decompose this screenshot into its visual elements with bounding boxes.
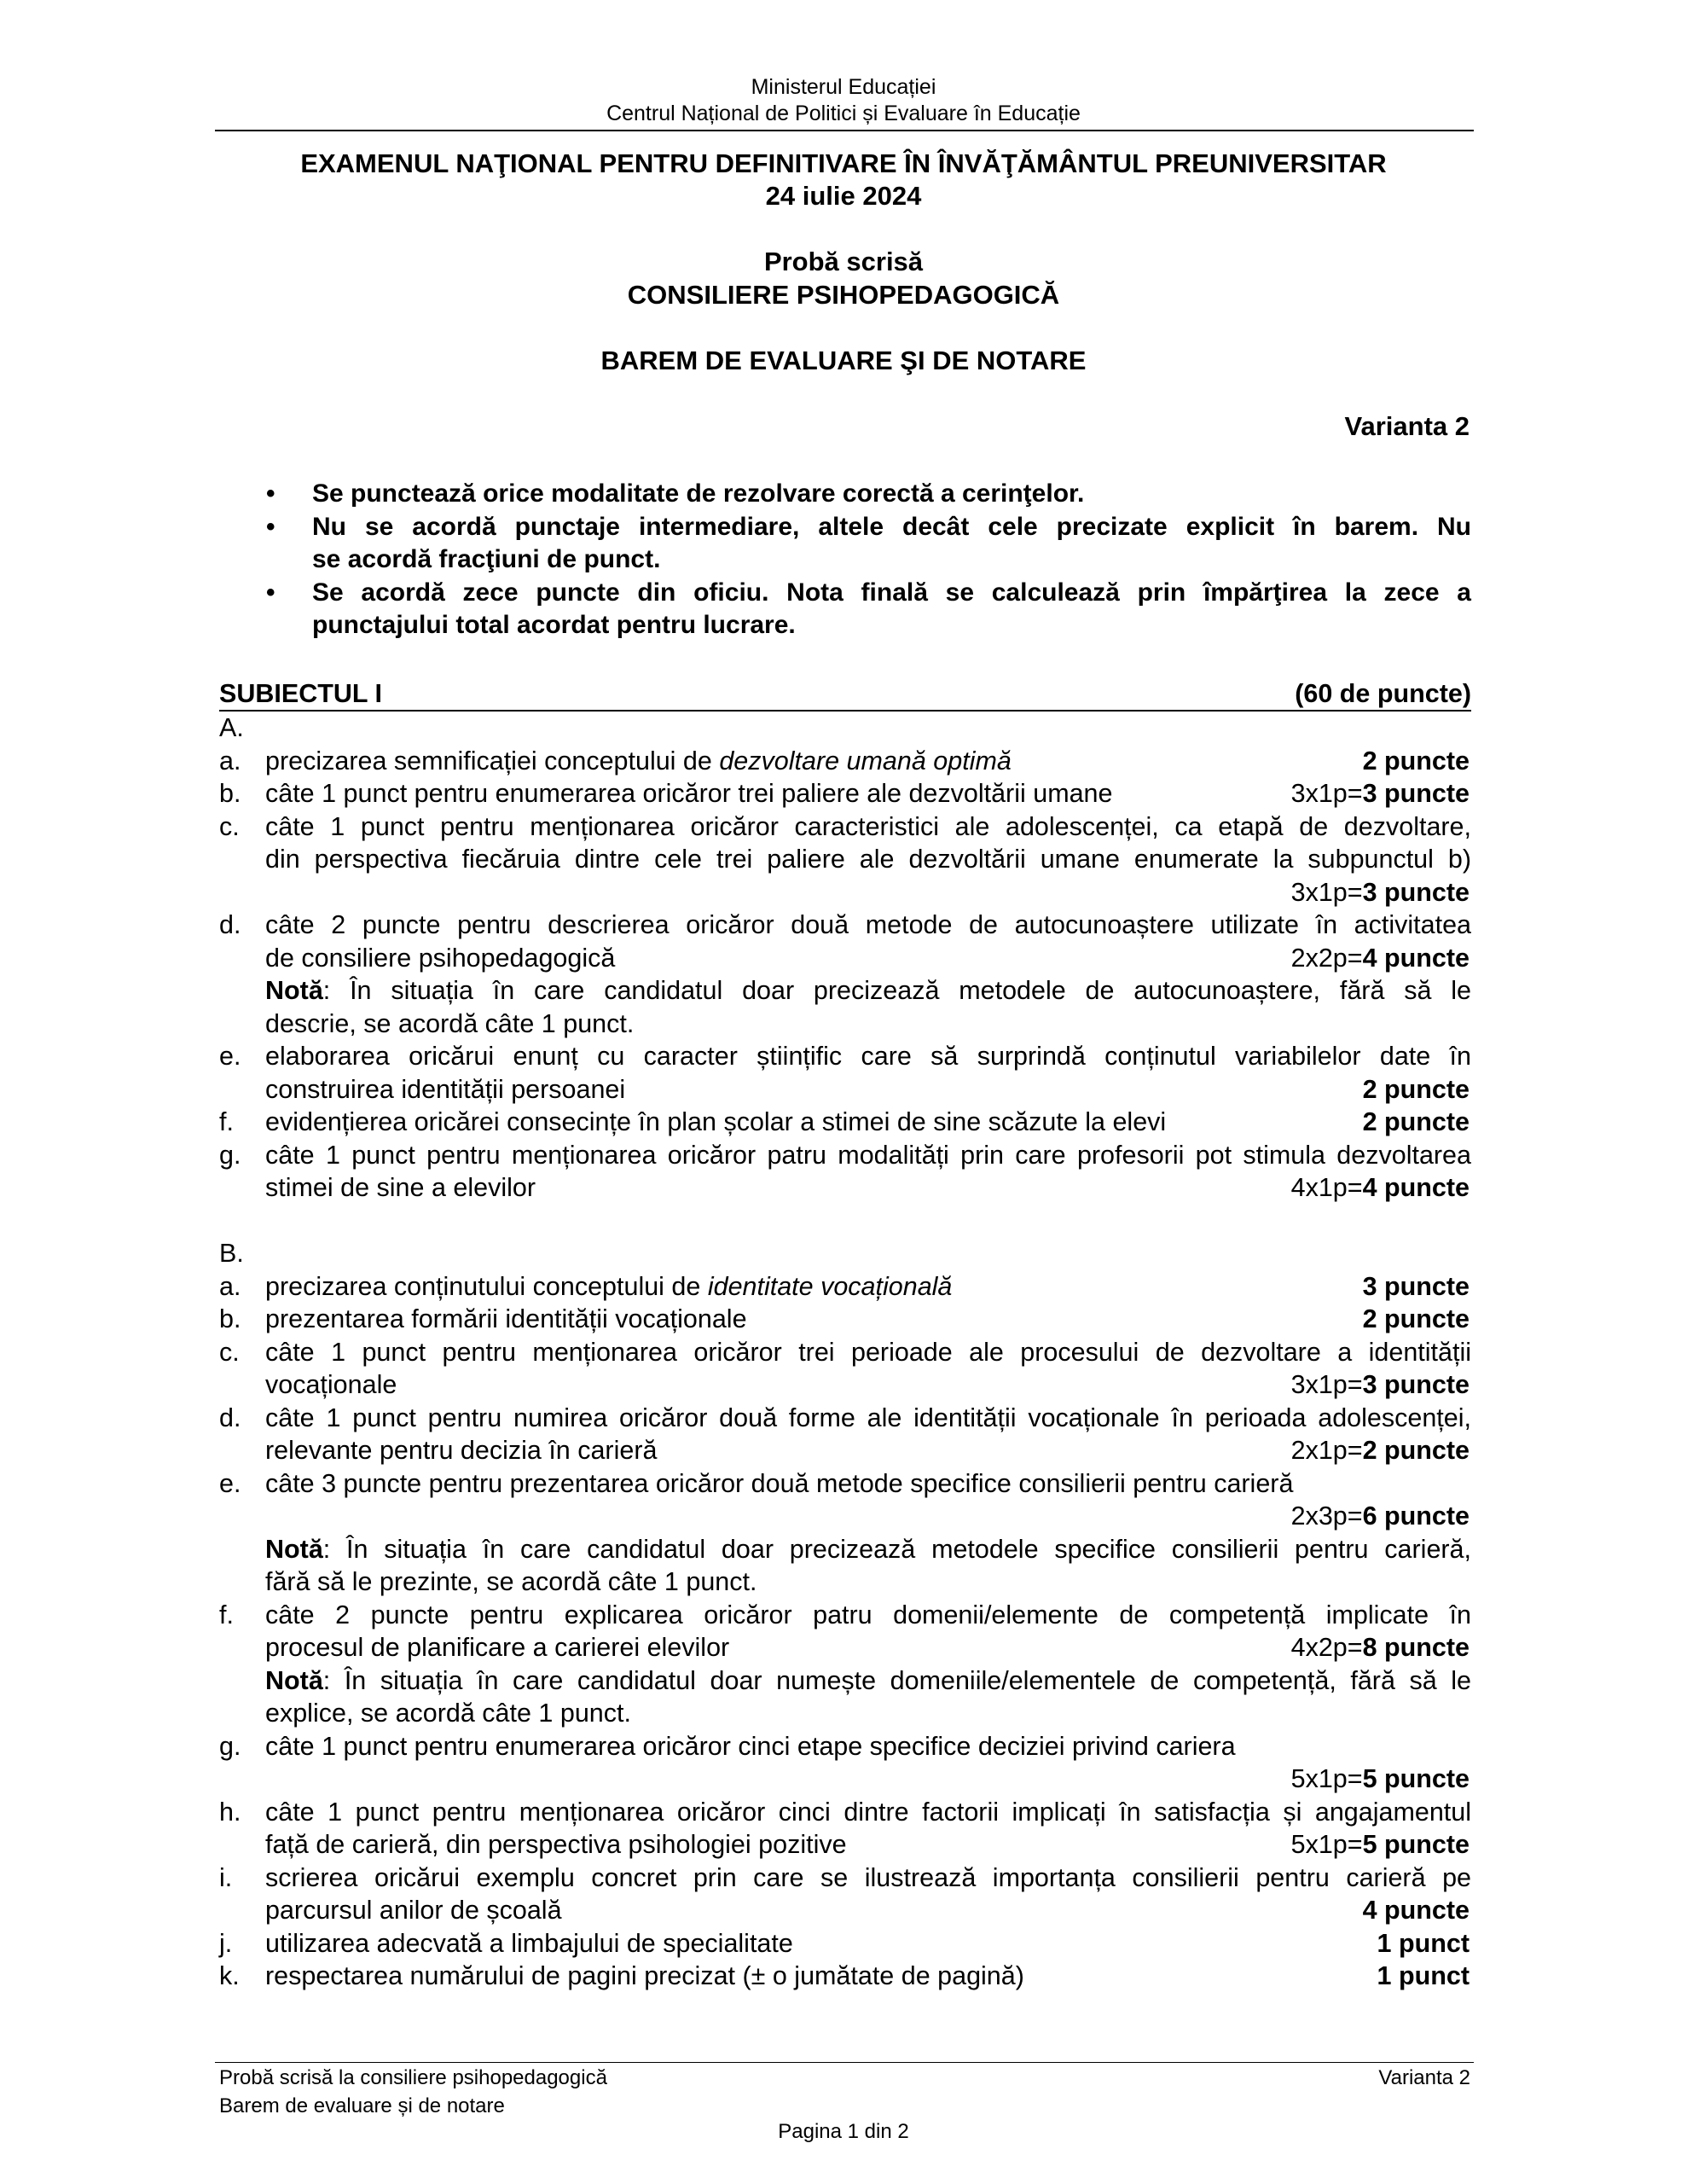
item-text-part: prezentarea formării identității vocaționale (265, 1304, 747, 1333)
section-label (219, 1237, 1471, 1270)
item-text (265, 909, 1471, 942)
list-item-line (219, 1073, 1471, 1107)
item-letter: g. (219, 1140, 241, 1170)
points-formula: 2x2p= (1290, 943, 1363, 973)
item-text-part: evidențierea oricărei consecințe în plan școlar a stimei de sine scăzute la elevi (265, 1107, 1167, 1136)
item-text-part: descrie, se acordă câte 1 punct. (265, 1008, 635, 1038)
page-number: Pagina 1 din 2 (778, 2120, 909, 2143)
rule-line: se acordă fracţiuni de punct. (312, 545, 661, 573)
item-points (1291, 777, 1470, 810)
points-total: 3 puncte (1362, 1370, 1470, 1399)
item-text (265, 1927, 1471, 1960)
list-item-line (219, 1862, 1471, 1895)
rule-item (219, 577, 1471, 642)
points-formula: 4x1p= (1290, 1173, 1363, 1202)
item-text-part: câte 2 puncte pentru descrierea oricăror două metode de autocunoaștere utilizate în activitatea (265, 910, 1471, 939)
item-text-part: câte 1 punct pentru menționarea oricăror caracteristici ale adolescenței, ca etapă de dezvoltare, (265, 811, 1471, 841)
item-points (1363, 1073, 1470, 1107)
item-text (265, 1960, 1471, 1993)
item-text-part: precizarea conținutului conceptului de (265, 1271, 708, 1301)
item-text-part: din perspectiva fiecăruia dintre cele trei paliere ale dezvoltării umane enumerate la subpunctul b) (265, 845, 1471, 874)
general-rules (219, 478, 1471, 642)
list-item-line (219, 1697, 1471, 1730)
item-text (265, 1862, 1471, 1895)
item-text-part: elaborarea oricărui enunț cu caracter științific care să surprindă conținutul variabilelor date în (265, 1042, 1471, 1071)
item-text-part: câte 1 punct pentru menționarea oricăror cinci dintre factorii implicați în satisfacția și angajamentul (265, 1797, 1471, 1827)
note-label: Notă (265, 1534, 323, 1564)
list-item-line (219, 1664, 1471, 1698)
subject-heading (219, 677, 1471, 712)
item-points (1291, 1434, 1470, 1467)
item-text-part: procesul de planificare a carierei elevilor (265, 1633, 730, 1662)
item-text-part: : În situația în care candidatul doar numește domeniile/elementele de competență, fără să le (322, 1665, 1471, 1695)
points-total: 1 punct (1377, 1928, 1470, 1958)
item-letter: k. (219, 1961, 240, 1990)
item-text-part: vocaționale (265, 1370, 397, 1399)
points-total: 2 puncte (1362, 1304, 1470, 1333)
item-letter: a. (219, 746, 241, 775)
points-formula: 3x1p= (1290, 877, 1363, 907)
list-item-line (219, 974, 1471, 1008)
item-text-part: câte 1 punct pentru menționarea oricăror patru modalități prin care profesorii pot stimula dezvoltarea (265, 1140, 1471, 1170)
variant-label: Varianta 2 (1344, 411, 1470, 441)
item-points (1363, 1106, 1470, 1139)
item-points (1291, 1171, 1470, 1205)
item-points (1363, 1270, 1470, 1304)
list-item-line (219, 1599, 1471, 1632)
points-total: 5 puncte (1362, 1764, 1470, 1793)
section-label-text: A. (219, 713, 244, 742)
list-item-line (219, 1303, 1471, 1336)
item-points (1291, 942, 1470, 975)
note-label: Notă (265, 976, 323, 1005)
item-letter: e. (219, 1042, 241, 1071)
points-total: 8 puncte (1362, 1633, 1470, 1662)
item-text (265, 1008, 1471, 1041)
item-text (265, 1796, 1471, 1829)
item-text-part: câte 1 punct pentru enumerarea oricăror cinci etape specifice deciziei privind cariera (265, 1731, 1236, 1761)
points-total: 3 puncte (1362, 877, 1470, 907)
item-text-part: : În situația în care candidatul doar precizează metodele specifice consilierii pentru carieră, (322, 1534, 1471, 1564)
points-total: 2 puncte (1362, 1074, 1470, 1104)
item-text (265, 1106, 1471, 1139)
item-text (265, 1533, 1471, 1566)
footer-doc: Barem de evaluare și de notare (219, 2094, 505, 2117)
section-b (219, 1237, 1471, 1993)
item-text-part: față de carieră, din perspectiva psihologiei pozitive (265, 1830, 847, 1859)
points-total: 4 puncte (1362, 1173, 1470, 1202)
item-letter: b. (219, 779, 241, 808)
item-text-part: câte 1 punct pentru numirea oricăror două forme ale identității vocaționale în perioada adolescenței, (265, 1403, 1471, 1432)
ministry-name: Ministerul Educației (751, 75, 936, 99)
points-formula: 5x1p= (1290, 1764, 1363, 1793)
item-letter: j. (219, 1928, 233, 1958)
list-item-line (219, 1336, 1471, 1369)
points-total: 2 puncte (1362, 1107, 1470, 1136)
item-letter: e. (219, 1468, 241, 1498)
rule-line: Nu se acordă punctaje intermediare, altele decât cele precizate explicit în barem. Nu (312, 512, 1471, 541)
points-formula: 2x3p= (1290, 1502, 1363, 1531)
list-item-line (219, 909, 1471, 942)
item-text (265, 745, 1471, 778)
list-item-line (219, 1565, 1471, 1599)
subject-name: CONSILIERE PSIHOPEDAGOGICĂ (627, 280, 1060, 310)
points-formula: 3x1p= (1290, 1370, 1363, 1399)
subject-title: SUBIECTUL I (219, 679, 382, 708)
bullet-icon: • (266, 512, 275, 541)
exam-title: EXAMENUL NAŢIONAL PENTRU DEFINITIVARE ÎN ÎNVĂŢĂMÂNTUL PREUNIVERSITAR (300, 148, 1387, 178)
list-item-line (219, 777, 1471, 810)
list-item-line (219, 1106, 1471, 1139)
list-item-line (219, 1894, 1471, 1927)
list-item-line (219, 1500, 1471, 1533)
list-item-line (219, 1960, 1471, 1993)
list-item-line (219, 1040, 1471, 1073)
list-item-line (219, 1467, 1471, 1501)
item-text (265, 1565, 1471, 1599)
rule-item (219, 511, 1471, 577)
footer-variant: Varianta 2 (1378, 2066, 1470, 2089)
rule-line: punctajului total acordat pentru lucrare. (312, 611, 796, 639)
section-a (219, 712, 1471, 1205)
item-letter: f. (219, 1600, 234, 1629)
document-title: BAREM DE EVALUARE ŞI DE NOTARE (600, 346, 1087, 375)
test-type: Probă scrisă (763, 247, 924, 276)
item-text (265, 1303, 1471, 1336)
rule-line: Se punctează orice modalitate de rezolvare corectă a cerinţelor. (312, 479, 1085, 508)
item-term: identitate vocațională (707, 1271, 953, 1301)
list-item-line (219, 1270, 1471, 1304)
item-points (1377, 1960, 1470, 1993)
list-item-line (219, 1828, 1471, 1862)
item-text (265, 1402, 1471, 1435)
item-text (265, 843, 1471, 876)
points-formula: 5x1p= (1290, 1830, 1363, 1859)
exam-date: 24 iulie 2024 (765, 181, 922, 211)
item-text-part: câte 2 puncte pentru explicarea oricăror patru domenii/elemente de competență implicate în (265, 1600, 1471, 1629)
item-text-part: explice, se acordă câte 1 punct. (265, 1699, 631, 1728)
item-text-part: relevante pentru decizia în carieră (265, 1436, 658, 1465)
center-name: Centrul Național de Politici și Evaluare în Educație (606, 102, 1081, 125)
item-text-part: fără să le prezinte, se acordă câte 1 punct. (265, 1567, 757, 1596)
item-points (1291, 1368, 1470, 1402)
list-item-line (219, 1368, 1471, 1402)
footer-rule (215, 2062, 1474, 2063)
item-text (265, 1467, 1471, 1501)
item-text-part: scrierea oricărui exemplu concret prin care se ilustrează importanța consilierii pentru carieră pe (265, 1862, 1471, 1892)
item-text (265, 1040, 1471, 1073)
item-letter: a. (219, 1271, 241, 1301)
item-text-part: precizarea semnificației conceptului de (265, 746, 720, 775)
item-letter: g. (219, 1731, 241, 1761)
item-letter: h. (219, 1797, 241, 1827)
item-letter: b. (219, 1304, 241, 1333)
item-points (1363, 745, 1470, 778)
list-item-line (219, 1139, 1471, 1172)
points-formula: 3x1p= (1290, 779, 1363, 808)
bullet-icon: • (266, 578, 275, 607)
item-text (265, 974, 1471, 1008)
item-text-part: : În situația în care candidatul doar precizează metodele de autocunoaștere, fără să le (322, 976, 1471, 1005)
item-text-part: parcursul anilor de școală (265, 1896, 562, 1925)
list-item-line (219, 1631, 1471, 1664)
item-letter: f. (219, 1107, 234, 1136)
section-label-text: B. (219, 1239, 244, 1268)
item-points (1291, 1763, 1470, 1796)
item-letter: c. (219, 811, 240, 841)
item-text-part: construirea identității persoanei (265, 1074, 626, 1104)
scoring-content (219, 712, 1471, 1993)
list-item-line (219, 1796, 1471, 1829)
list-item-line (219, 876, 1471, 909)
item-text (265, 1697, 1471, 1730)
list-item-line (219, 1008, 1471, 1041)
list-item-line (219, 1763, 1471, 1796)
section-label (219, 712, 1471, 745)
item-text-part: de consiliere psihopedagogică (265, 943, 616, 973)
list-item-line (219, 1533, 1471, 1566)
note-label: Notă (265, 1665, 323, 1695)
item-points (1291, 1631, 1470, 1664)
header-rule (215, 130, 1474, 131)
item-letter: c. (219, 1337, 240, 1367)
item-text (265, 810, 1471, 844)
points-formula: 2x1p= (1290, 1436, 1363, 1465)
item-text-part: câte 3 puncte pentru prezentarea oricăror două metode specifice consilierii pentru carieră (265, 1468, 1294, 1498)
item-letter: i. (219, 1862, 233, 1892)
points-total: 3 puncte (1362, 1271, 1470, 1301)
list-item-line (219, 1927, 1471, 1960)
item-text (265, 1894, 1471, 1927)
list-item-line (219, 1434, 1471, 1467)
item-letter: d. (219, 910, 241, 939)
points-total: 5 puncte (1362, 1830, 1470, 1859)
item-text (265, 1336, 1471, 1369)
points-total: 4 puncte (1362, 943, 1470, 973)
bullet-icon: • (266, 479, 275, 508)
points-total: 2 puncte (1362, 746, 1470, 775)
list-item-line (219, 810, 1471, 844)
item-text (265, 1599, 1471, 1632)
item-points (1363, 1303, 1470, 1336)
list-item-line (219, 1402, 1471, 1435)
item-text-part: utilizarea adecvată a limbajului de specialitate (265, 1928, 793, 1958)
list-item-line (219, 843, 1471, 876)
list-item-line (219, 1730, 1471, 1763)
item-text (265, 1270, 1471, 1304)
list-item-line (219, 1171, 1471, 1205)
item-text (265, 1730, 1471, 1763)
points-total: 3 puncte (1362, 779, 1470, 808)
points-total: 4 puncte (1362, 1896, 1470, 1925)
subject-points: (60 de puncte) (1295, 679, 1471, 708)
points-total: 1 punct (1377, 1961, 1470, 1990)
rule-item (219, 478, 1471, 511)
item-points (1291, 876, 1470, 909)
points-formula: 4x2p= (1290, 1633, 1363, 1662)
item-text (265, 1664, 1471, 1698)
points-total: 6 puncte (1362, 1502, 1470, 1531)
item-letter: d. (219, 1403, 241, 1432)
item-points (1291, 1828, 1470, 1862)
footer-test: Probă scrisă la consiliere psihopedagogică (219, 2066, 607, 2089)
list-item-line (219, 745, 1471, 778)
item-text-part: câte 1 punct pentru enumerarea oricăror trei paliere ale dezvoltării umane (265, 779, 1113, 808)
item-text-part: respectarea numărului de pagini precizat (± o jumătate de pagină) (265, 1961, 1024, 1990)
item-points (1363, 1894, 1470, 1927)
item-term: dezvoltare umană optimă (719, 746, 1012, 775)
points-total: 2 puncte (1362, 1436, 1470, 1465)
list-item-line (219, 942, 1471, 975)
item-points (1291, 1500, 1470, 1533)
item-text (265, 1139, 1471, 1172)
item-points (1377, 1927, 1470, 1960)
item-text-part: stimei de sine a elevilor (265, 1173, 536, 1202)
item-text (265, 1073, 1471, 1107)
rule-line: Se acordă zece puncte din oficiu. Nota finală se calculează prin împărţirea la zece a (312, 578, 1471, 607)
item-text-part: câte 1 punct pentru menționarea oricăror trei perioade ale procesului de dezvoltare a identității (265, 1337, 1471, 1367)
